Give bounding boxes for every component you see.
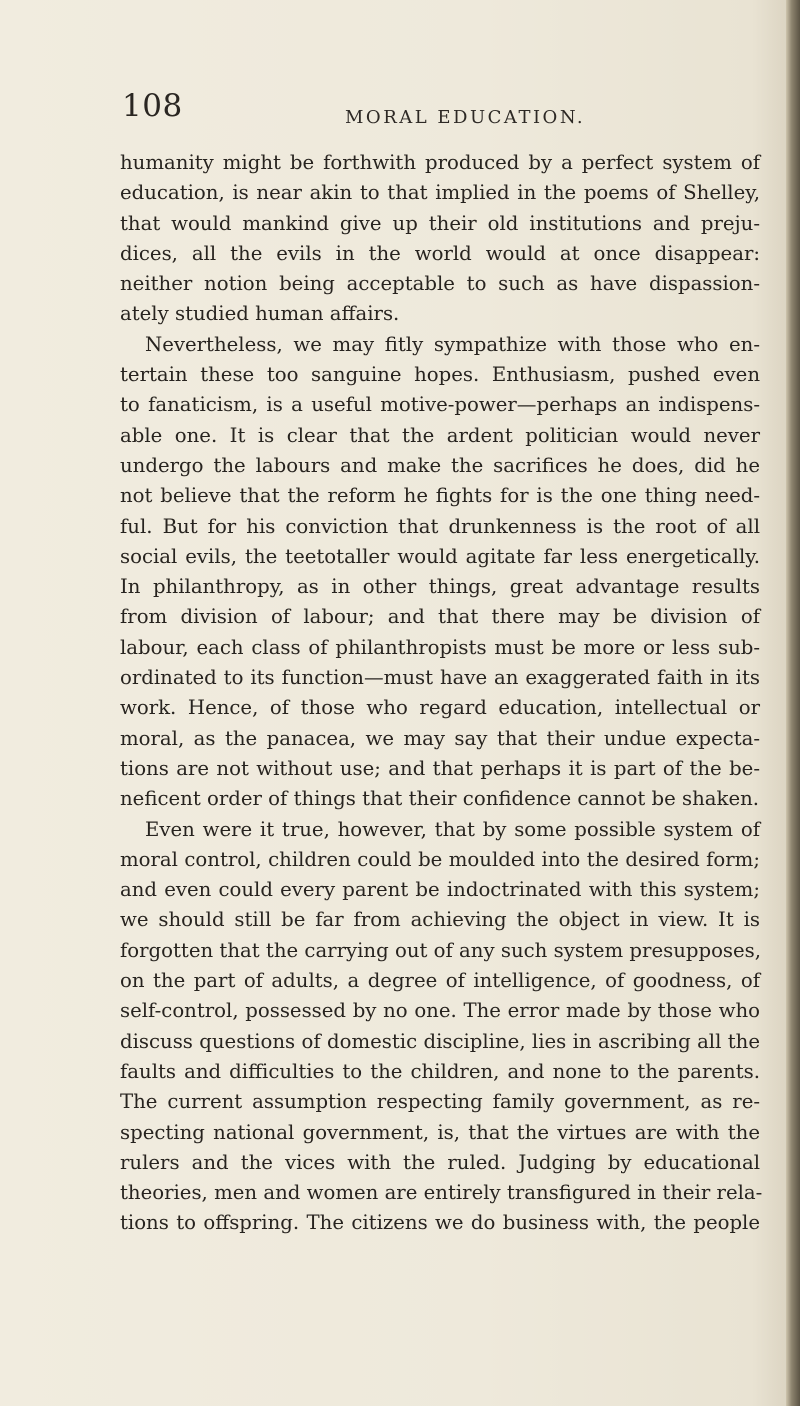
text-line: tions to offspring. The citizens we do business with, the people bbox=[120, 1211, 760, 1235]
text-line: theories, men and women are entirely transfigured in their rela- bbox=[120, 1181, 763, 1205]
text-line: faults and difficulties to the children, and none to the parents. bbox=[120, 1059, 760, 1083]
body-text bbox=[120, 148, 763, 1239]
text-line: Nevertheless, we may fitly sympathize with those who en- bbox=[145, 332, 760, 356]
text-line: tertain these too sanguine hopes. Enthusiasm, pushed even bbox=[120, 363, 760, 387]
text-line: In philanthropy, as in other things, great advantage results bbox=[120, 575, 760, 599]
text-line: Even were it true, however, that by some possible system of bbox=[145, 817, 760, 841]
text-line: not believe that the reform he fights for is the one thing need- bbox=[120, 484, 760, 508]
text-line: The current assumption respecting family government, as re- bbox=[120, 1090, 760, 1114]
text-line: and even could every parent be indoctrinated with this system; bbox=[120, 878, 760, 902]
text-line: on the part of adults, a degree of intelligence, of goodness, of bbox=[120, 969, 760, 993]
text-line: ordinated to its function—must have an exaggerated faith in its bbox=[120, 666, 760, 690]
text-line: humanity might be forthwith produced by a perfect system of bbox=[120, 151, 760, 174]
text-line: that would mankind give up their old institutions and preju- bbox=[120, 211, 760, 235]
text-line: ful. But for his conviction that drunkenness is the root of all bbox=[120, 514, 760, 538]
text-line: moral, as the panacea, we may say that their undue expecta- bbox=[120, 726, 760, 750]
text-line: tions are not without use; and that perhaps it is part of the be- bbox=[120, 756, 760, 780]
text-line: neficent order of things that their confidence cannot be shaken. bbox=[120, 787, 760, 811]
text-line: we should still be far from achieving the object in view. It is bbox=[120, 908, 760, 932]
text-line: discuss questions of domestic discipline, lies in ascribing all the bbox=[120, 1029, 760, 1053]
text-line: forgotten that the carrying out of any such system presupposes, bbox=[120, 938, 762, 962]
text-line: moral control, children could be moulded into the desired form; bbox=[120, 847, 760, 871]
text-line: to fanaticism, is a useful motive-power—perhaps an indispens- bbox=[120, 393, 760, 417]
text-line: neither notion being acceptable to such as have dispassion- bbox=[120, 272, 760, 296]
text-line: labour, each class of philanthropists must be more or less sub- bbox=[120, 635, 760, 659]
page-number: 108 bbox=[122, 88, 183, 124]
running-title: MORAL EDUCATION. bbox=[345, 107, 586, 128]
text-line: social evils, the teetotaller would agitate far less energetically. bbox=[120, 544, 760, 568]
text-line: undergo the labours and make the sacrifices he does, did he bbox=[120, 453, 760, 477]
text-line: work. Hence, of those who regard education, intellectual or bbox=[120, 696, 760, 720]
text-line: education, is near akin to that implied in the poems of Shelley, bbox=[120, 181, 760, 205]
text-line: rulers and the vices with the ruled. Judging by educational bbox=[120, 1150, 760, 1174]
text-line: self-control, possessed by no one. The error made by those who bbox=[120, 999, 760, 1023]
text-line: able one. It is clear that the ardent politician would never bbox=[120, 423, 760, 447]
text-line: specting national government, is, that the virtues are with the bbox=[120, 1120, 760, 1144]
text-line: ately studied human affairs. bbox=[120, 302, 400, 326]
text-line: dices, all the evils in the world would at once disappear: bbox=[120, 241, 760, 265]
text-line: from division of labour; and that there may be division of bbox=[120, 605, 760, 629]
page-edge-shadow bbox=[786, 0, 800, 1406]
